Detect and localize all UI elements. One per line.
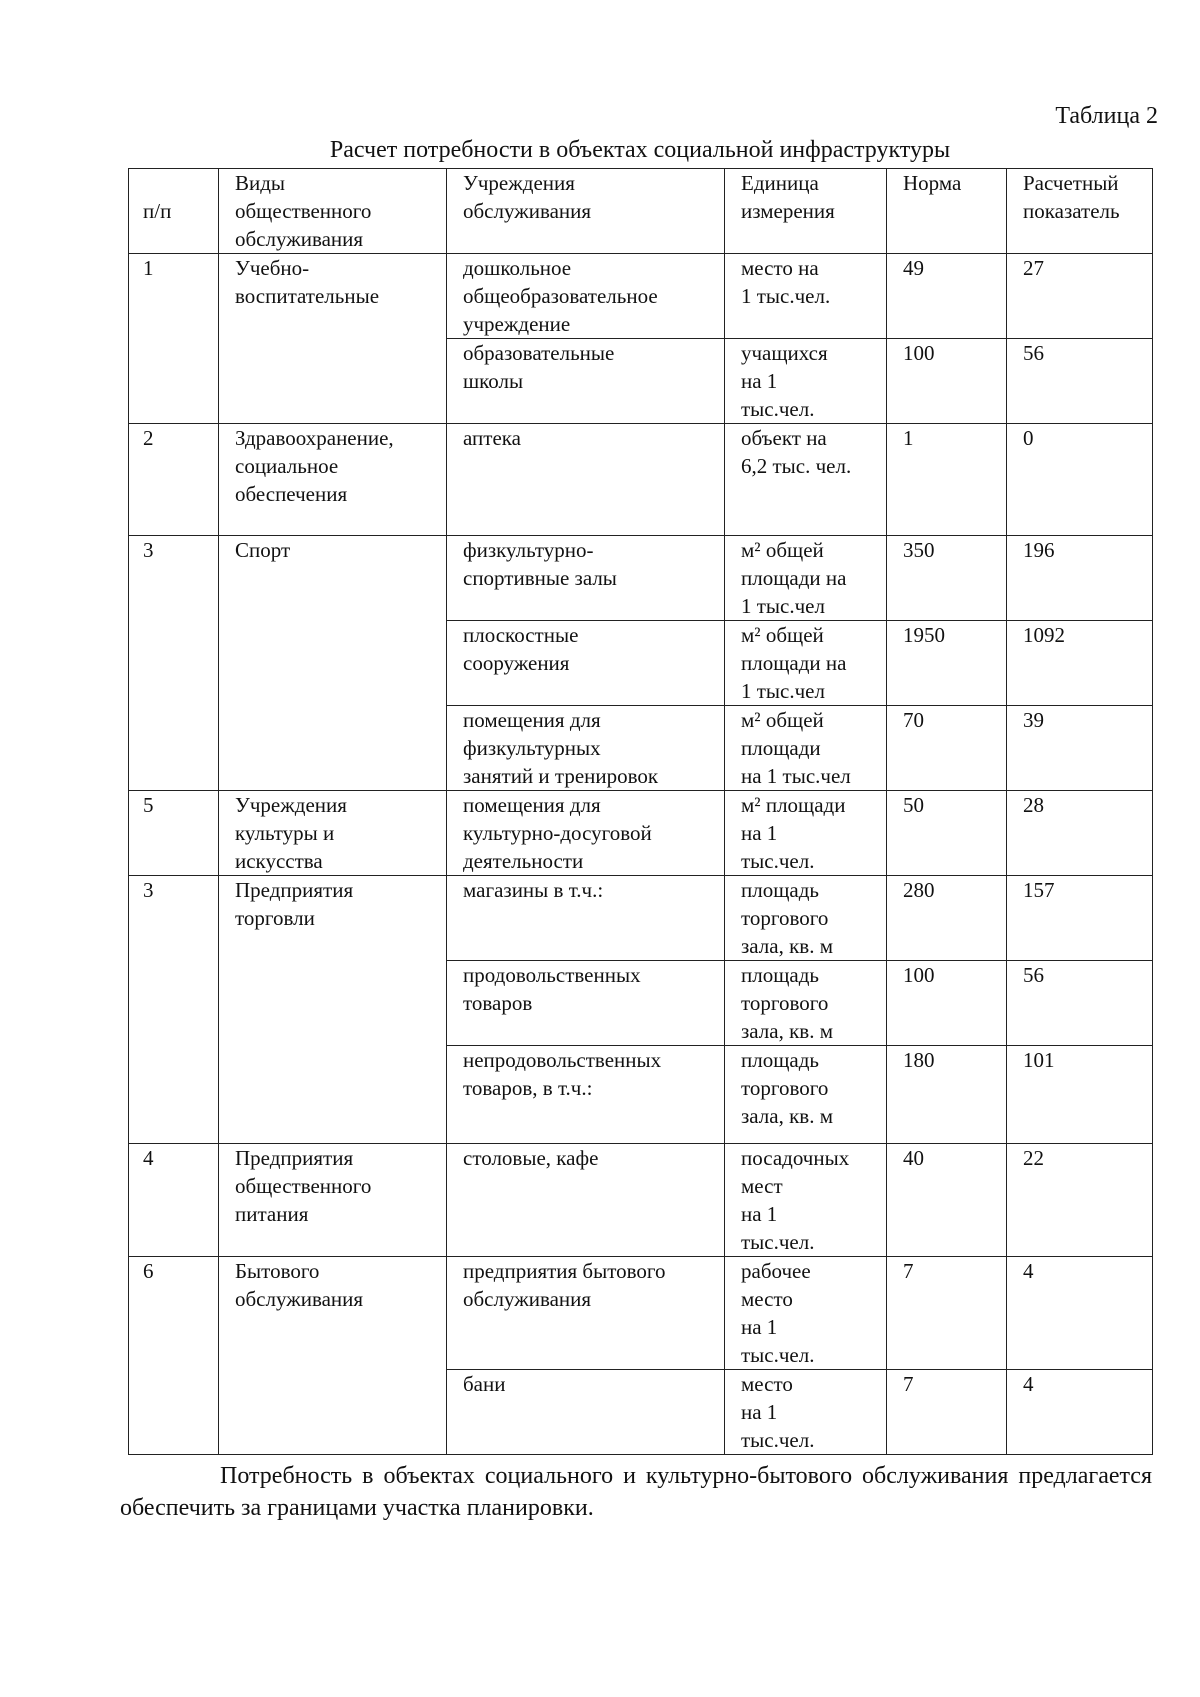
norm: 280: [887, 876, 1007, 961]
institution: плоскостные сооружения: [447, 621, 725, 706]
header-cell: [219, 169, 447, 254]
service-type: Предприятия торговли: [219, 876, 447, 1144]
institution: помещения для культурно-досуговой деятельности: [447, 791, 725, 876]
unit: рабочее место на 1 тыс.чел.: [725, 1257, 887, 1370]
table-title: Расчет потребности в объектах социальной инфраструктуры: [329, 137, 951, 163]
institution: бани: [447, 1370, 725, 1455]
norm: 180: [887, 1046, 1007, 1144]
row-number: 4: [129, 1144, 219, 1257]
norm: 100: [887, 339, 1007, 424]
row-number: 6: [129, 1257, 219, 1455]
unit: м² общей площади на 1 тыс.чел: [725, 706, 887, 791]
calculated-value: 22: [1007, 1144, 1153, 1257]
table-row: [129, 536, 1153, 621]
norm: 70: [887, 706, 1007, 791]
table-row: [129, 1144, 1153, 1257]
norm: 50: [887, 791, 1007, 876]
header-text: Учреждения обслуживания: [463, 171, 592, 223]
unit: м² площади на 1 тыс.чел.: [725, 791, 887, 876]
institution: столовые, кафе: [447, 1144, 725, 1257]
row-number: 1: [129, 254, 219, 424]
infrastructure-table: [128, 168, 1153, 1455]
unit: площадь торгового зала, кв. м: [725, 876, 887, 961]
header-text: Расчетный показатель: [1023, 171, 1120, 223]
calculated-value: 0: [1007, 424, 1153, 536]
institution: непродовольственных товаров, в т.ч.:: [447, 1046, 725, 1144]
calculated-value: 27: [1007, 254, 1153, 339]
unit: площадь торгового зала, кв. м: [725, 1046, 887, 1144]
unit: площадь торгового зала, кв. м: [725, 961, 887, 1046]
norm: 40: [887, 1144, 1007, 1257]
calculated-value: 101: [1007, 1046, 1153, 1144]
unit: посадочных мест на 1 тыс.чел.: [725, 1144, 887, 1257]
service-type: Здравоохранение, социальное обеспечения: [219, 424, 447, 536]
calculated-value: 56: [1007, 339, 1153, 424]
norm: 7: [887, 1257, 1007, 1370]
calculated-value: 4: [1007, 1257, 1153, 1370]
calculated-value: 56: [1007, 961, 1153, 1046]
conclusion-paragraph: Потребность в объектах социального и культурно-бытового обслуживания предлагается обеспечить за границами участка планировки.: [120, 1463, 1152, 1521]
unit: м² общей площади на 1 тыс.чел: [725, 621, 887, 706]
institution: продовольственных товаров: [447, 961, 725, 1046]
service-type: Учебно- воспитательные: [219, 254, 447, 424]
header-text: п/п: [143, 199, 172, 223]
calculated-value: 1092: [1007, 621, 1153, 706]
institution: физкультурно- спортивные залы: [447, 536, 725, 621]
table-row: [129, 791, 1153, 876]
table-row: [129, 424, 1153, 536]
row-number: 5: [129, 791, 219, 876]
header-cell: [1007, 169, 1153, 254]
header-text: Единица измерения: [741, 171, 835, 223]
header-row: [129, 169, 1153, 254]
institution: аптека: [447, 424, 725, 536]
service-type: Учреждения культуры и искусства: [219, 791, 447, 876]
unit: учащихся на 1 тыс.чел.: [725, 339, 887, 424]
unit: объект на 6,2 тыс. чел.: [725, 424, 887, 536]
institution: магазины в т.ч.:: [447, 876, 725, 961]
header-text: Виды общественного обслуживания: [235, 171, 372, 251]
calculated-value: 39: [1007, 706, 1153, 791]
institution: предприятия бытового обслуживания: [447, 1257, 725, 1370]
norm: 1: [887, 424, 1007, 536]
table-row: [129, 1257, 1153, 1370]
table-row: [129, 876, 1153, 961]
service-type: Бытового обслуживания: [219, 1257, 447, 1455]
calculated-value: 157: [1007, 876, 1153, 961]
unit: место на 1 тыс.чел.: [725, 1370, 887, 1455]
norm: 100: [887, 961, 1007, 1046]
norm: 350: [887, 536, 1007, 621]
row-number: 3: [129, 876, 219, 1144]
service-type: Предприятия общественного питания: [219, 1144, 447, 1257]
institution: помещения для физкультурных занятий и тренировок: [447, 706, 725, 791]
header-cell: [129, 169, 219, 254]
institution: дошкольное общеобразовательное учреждение: [447, 254, 725, 339]
unit: м² общей площади на 1 тыс.чел: [725, 536, 887, 621]
header-text: Норма: [903, 171, 962, 195]
service-type: Спорт: [219, 536, 447, 791]
table-row: [129, 254, 1153, 339]
header-cell: [887, 169, 1007, 254]
row-number: 2: [129, 424, 219, 536]
institution: образовательные школы: [447, 339, 725, 424]
header-cell: [725, 169, 887, 254]
norm: 7: [887, 1370, 1007, 1455]
calculated-value: 28: [1007, 791, 1153, 876]
row-number: 3: [129, 536, 219, 791]
calculated-value: 196: [1007, 536, 1153, 621]
norm: 1950: [887, 621, 1007, 706]
table-caption: Таблица 2: [1055, 103, 1158, 129]
calculated-value: 4: [1007, 1370, 1153, 1455]
unit: место на 1 тыс.чел.: [725, 254, 887, 339]
norm: 49: [887, 254, 1007, 339]
header-cell: [447, 169, 725, 254]
